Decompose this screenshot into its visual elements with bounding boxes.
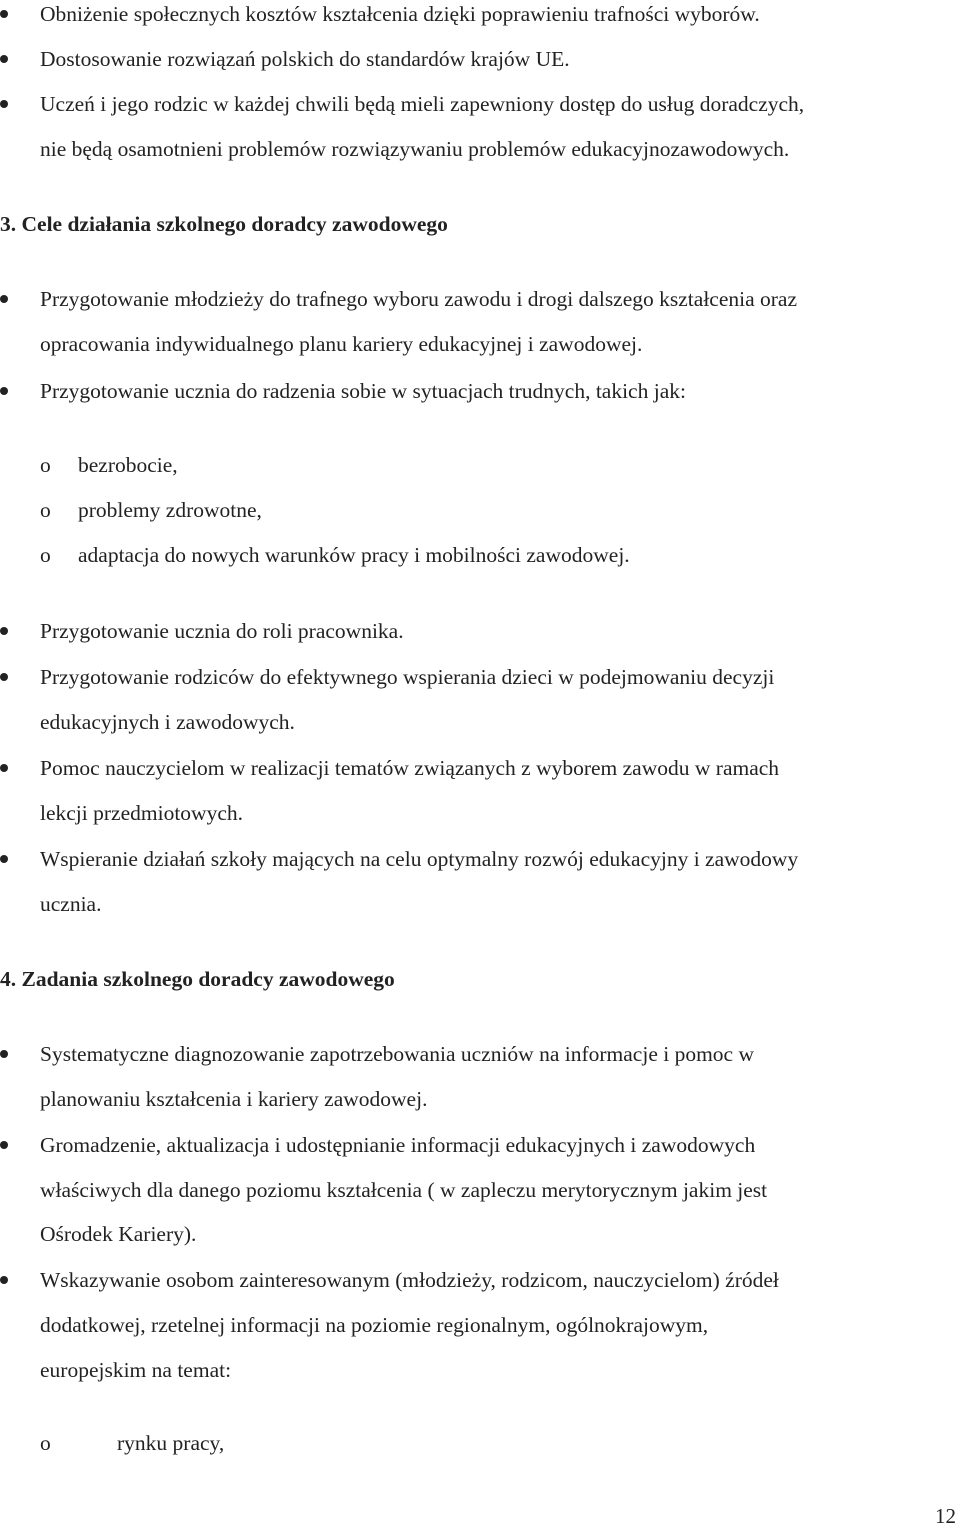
list-item-text: właściwych dla danego poziomu kształcenia ( w zapleczu merytorycznym jakim jest xyxy=(40,1178,768,1202)
bullet-dot xyxy=(0,387,8,395)
list-item-text: opracowania indywidualnego planu kariery edukacyjnej i zawodowej. xyxy=(40,332,643,356)
list-item-text: dodatkowej, rzetelnej informacji na poziomie regionalnym, ogólnokrajowym, xyxy=(40,1313,709,1337)
list-item-text: lekcji przedmiotowych. xyxy=(40,801,243,825)
section-title: Cele działania szkolnego doradcy zawodowego xyxy=(21,212,448,236)
bullet-dot xyxy=(0,55,8,63)
list-item-text: Wskazywanie osobom zainteresowanym (młodzieży, rodzicom, nauczycielom) źródeł xyxy=(40,1268,779,1292)
list-item-text: Przygotowanie ucznia do radzenia sobie w sytuacjach trudnych, takich jak: xyxy=(40,379,686,403)
bullet-dot xyxy=(0,100,8,108)
list-item-text: ucznia. xyxy=(40,892,102,916)
sub-bullet-marker: o xyxy=(40,453,51,477)
page-number: 12 xyxy=(935,1504,956,1528)
sub-bullet-marker: o xyxy=(40,543,51,567)
list-item-text: Dostosowanie rozwiązań polskich do standardów krajów UE. xyxy=(40,47,570,71)
list-item-text: edukacyjnych i zawodowych. xyxy=(40,710,295,734)
section-heading xyxy=(0,214,448,236)
sub-bullet-marker: o xyxy=(40,498,51,522)
section-title: Zadania szkolnego doradcy zawodowego xyxy=(21,967,395,991)
bullet-dot xyxy=(0,673,8,681)
bullet-dot xyxy=(0,764,8,772)
bullet-dot xyxy=(0,295,8,303)
bullet-dot xyxy=(0,627,8,635)
list-item-text: Gromadzenie, aktualizacja i udostępnianie informacji edukacyjnych i zawodowych xyxy=(40,1133,756,1157)
list-item-text: Przygotowanie młodzieży do trafnego wyboru zawodu i drogi dalszego kształcenia oraz xyxy=(40,287,798,311)
section-number: 4. xyxy=(0,967,17,991)
list-item-text: Wspieranie działań szkoły mających na celu optymalny rozwój edukacyjny i zawodowy xyxy=(40,847,799,871)
list-item-text: Ośrodek Kariery). xyxy=(40,1222,197,1246)
bullet-dot xyxy=(0,855,8,863)
sub-list-item: rynku pracy, xyxy=(117,1431,225,1455)
sub-bullet-marker: o xyxy=(40,1431,51,1455)
section-number: 3. xyxy=(0,212,17,236)
sub-list-item: adaptacja do nowych warunków pracy i mobilności zawodowej. xyxy=(78,543,630,567)
list-item-text: Uczeń i jego rodzic w każdej chwili będą mieli zapewniony dostęp do usług doradczych, xyxy=(40,92,805,116)
sub-list-item: problemy zdrowotne, xyxy=(78,498,262,522)
list-item-text: Przygotowanie rodziców do efektywnego wspierania dzieci w podejmowaniu decyzji xyxy=(40,665,775,689)
list-item-text: planowaniu kształcenia i kariery zawodowej. xyxy=(40,1087,428,1111)
list-item-text: Pomoc nauczycielom w realizacji tematów związanych z wyborem zawodu w ramach xyxy=(40,756,780,780)
list-item-text: Przygotowanie ucznia do roli pracownika. xyxy=(40,619,404,643)
list-item-text: Obniżenie społecznych kosztów kształcenia dzięki poprawieniu trafności wyborów. xyxy=(40,2,760,26)
bullet-dot xyxy=(0,10,8,18)
bullet-dot xyxy=(0,1276,8,1284)
bullet-dot xyxy=(0,1141,8,1149)
list-item-text: Systematyczne diagnozowanie zapotrzebowania uczniów na informacje i pomoc w xyxy=(40,1042,755,1066)
list-item-text: nie będą osamotnieni problemów rozwiązywaniu problemów edukacyjnozawodowych. xyxy=(40,137,790,161)
sub-list-item: bezrobocie, xyxy=(78,453,178,477)
list-item-text: europejskim na temat: xyxy=(40,1358,232,1382)
bullet-dot xyxy=(0,1050,8,1058)
section-heading xyxy=(0,969,395,991)
